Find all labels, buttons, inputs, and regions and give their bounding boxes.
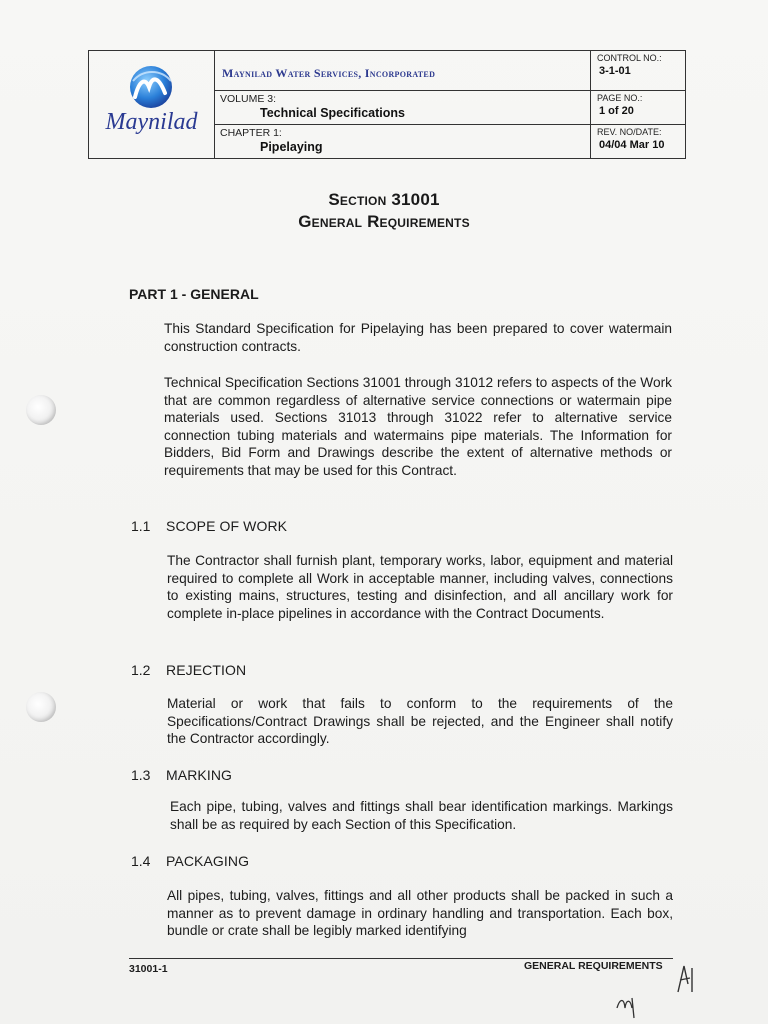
- volume-value: Technical Specifications: [260, 106, 405, 120]
- section-heading-scope: SCOPE OF WORK: [166, 518, 288, 534]
- page-cell: [591, 91, 686, 125]
- section-number: 1.4: [131, 853, 151, 869]
- section-subtitle: General Requirements: [298, 212, 470, 231]
- section-number: 1.2: [131, 662, 151, 678]
- section-text-scope: The Contractor shall furnish plant, temporary works, labor, equipment and material required to complete all Work in acceptable manner, including valves, connections to existing mains, structures, testing and disinfection, and all ancillary work for complete in-place pipelines in accordance with the Contract Documents.: [167, 553, 673, 621]
- handwritten-signature-icon: [614, 990, 640, 1020]
- company-name: Maynilad Water Services, Incorporated: [222, 66, 436, 80]
- maynilad-logo-icon: [125, 63, 177, 111]
- chapter-value: Pipelaying: [260, 140, 323, 154]
- revision-label: REV. NO/DATE:: [597, 127, 662, 137]
- control-label: CONTROL NO.:: [597, 53, 662, 63]
- punch-hole-icon: [26, 692, 56, 722]
- footer-page-code: 31001-1: [129, 963, 168, 975]
- header-middle: [214, 51, 590, 158]
- chapter-cell: [214, 125, 590, 158]
- section-heading-packaging: PACKAGING: [166, 853, 250, 869]
- document-header: [88, 50, 686, 159]
- footer-section-name: GENERAL REQUIREMENTS: [524, 960, 663, 972]
- volume-cell: [214, 91, 590, 125]
- handwritten-initials-icon: [672, 962, 698, 998]
- section-text-packaging: All pipes, tubing, valves, fittings and all other products shall be packed in such a manner as to prevent damage in ordinary handling and transportation. Each box, bundle or crate shall be legibly marked identifying: [167, 888, 673, 939]
- part-heading: PART 1 - GENERAL: [129, 286, 259, 302]
- footer-rule: [129, 958, 673, 959]
- intro-paragraph: This Standard Specification for Pipelaying has been prepared to cover watermain construction contracts.: [164, 321, 672, 354]
- revision-cell: [591, 125, 686, 158]
- header-right: [590, 51, 686, 158]
- page-value: 1 of 20: [599, 105, 634, 117]
- control-cell: [591, 51, 686, 91]
- section-title: Section 31001: [328, 190, 440, 209]
- scope-paragraph: Technical Specification Sections 31001 through 31012 refers to aspects of the Work that are common regardless of alternative service connections or watermain pipe materials used. Sections 31013 through 31022 refer to alternative service connection tubing materials and watermains pipe materials. The Information for Bidders, Bid Form and Drawings describe the extent of alternative methods or requirements that may be used for this Contract.: [164, 375, 672, 478]
- logo-wordmark: Maynilad: [105, 109, 198, 135]
- control-value: 3-1-01: [599, 65, 631, 77]
- page-label: PAGE NO.:: [597, 93, 643, 103]
- section-heading-marking: MARKING: [166, 767, 233, 783]
- section-heading-rejection: REJECTION: [166, 662, 247, 678]
- company-cell: [214, 51, 590, 91]
- revision-value: 04/04 Mar 10: [599, 139, 665, 151]
- section-text-rejection: Material or work that fails to conform to the requirements of the Specifications/Contract Drawings shall be rejected, and the Engineer shall notify the Contractor accordingly.: [167, 696, 673, 747]
- punch-hole-icon: [26, 395, 56, 425]
- logo-cell: [89, 51, 215, 158]
- section-text-marking: Each pipe, tubing, valves and fittings shall bear identification markings. Markings shall be as required by each Section of this Specification.: [170, 799, 673, 832]
- chapter-label: CHAPTER 1:: [220, 127, 282, 139]
- section-number: 1.1: [131, 518, 151, 534]
- volume-label: VOLUME 3:: [220, 93, 277, 105]
- section-number: 1.3: [131, 767, 151, 783]
